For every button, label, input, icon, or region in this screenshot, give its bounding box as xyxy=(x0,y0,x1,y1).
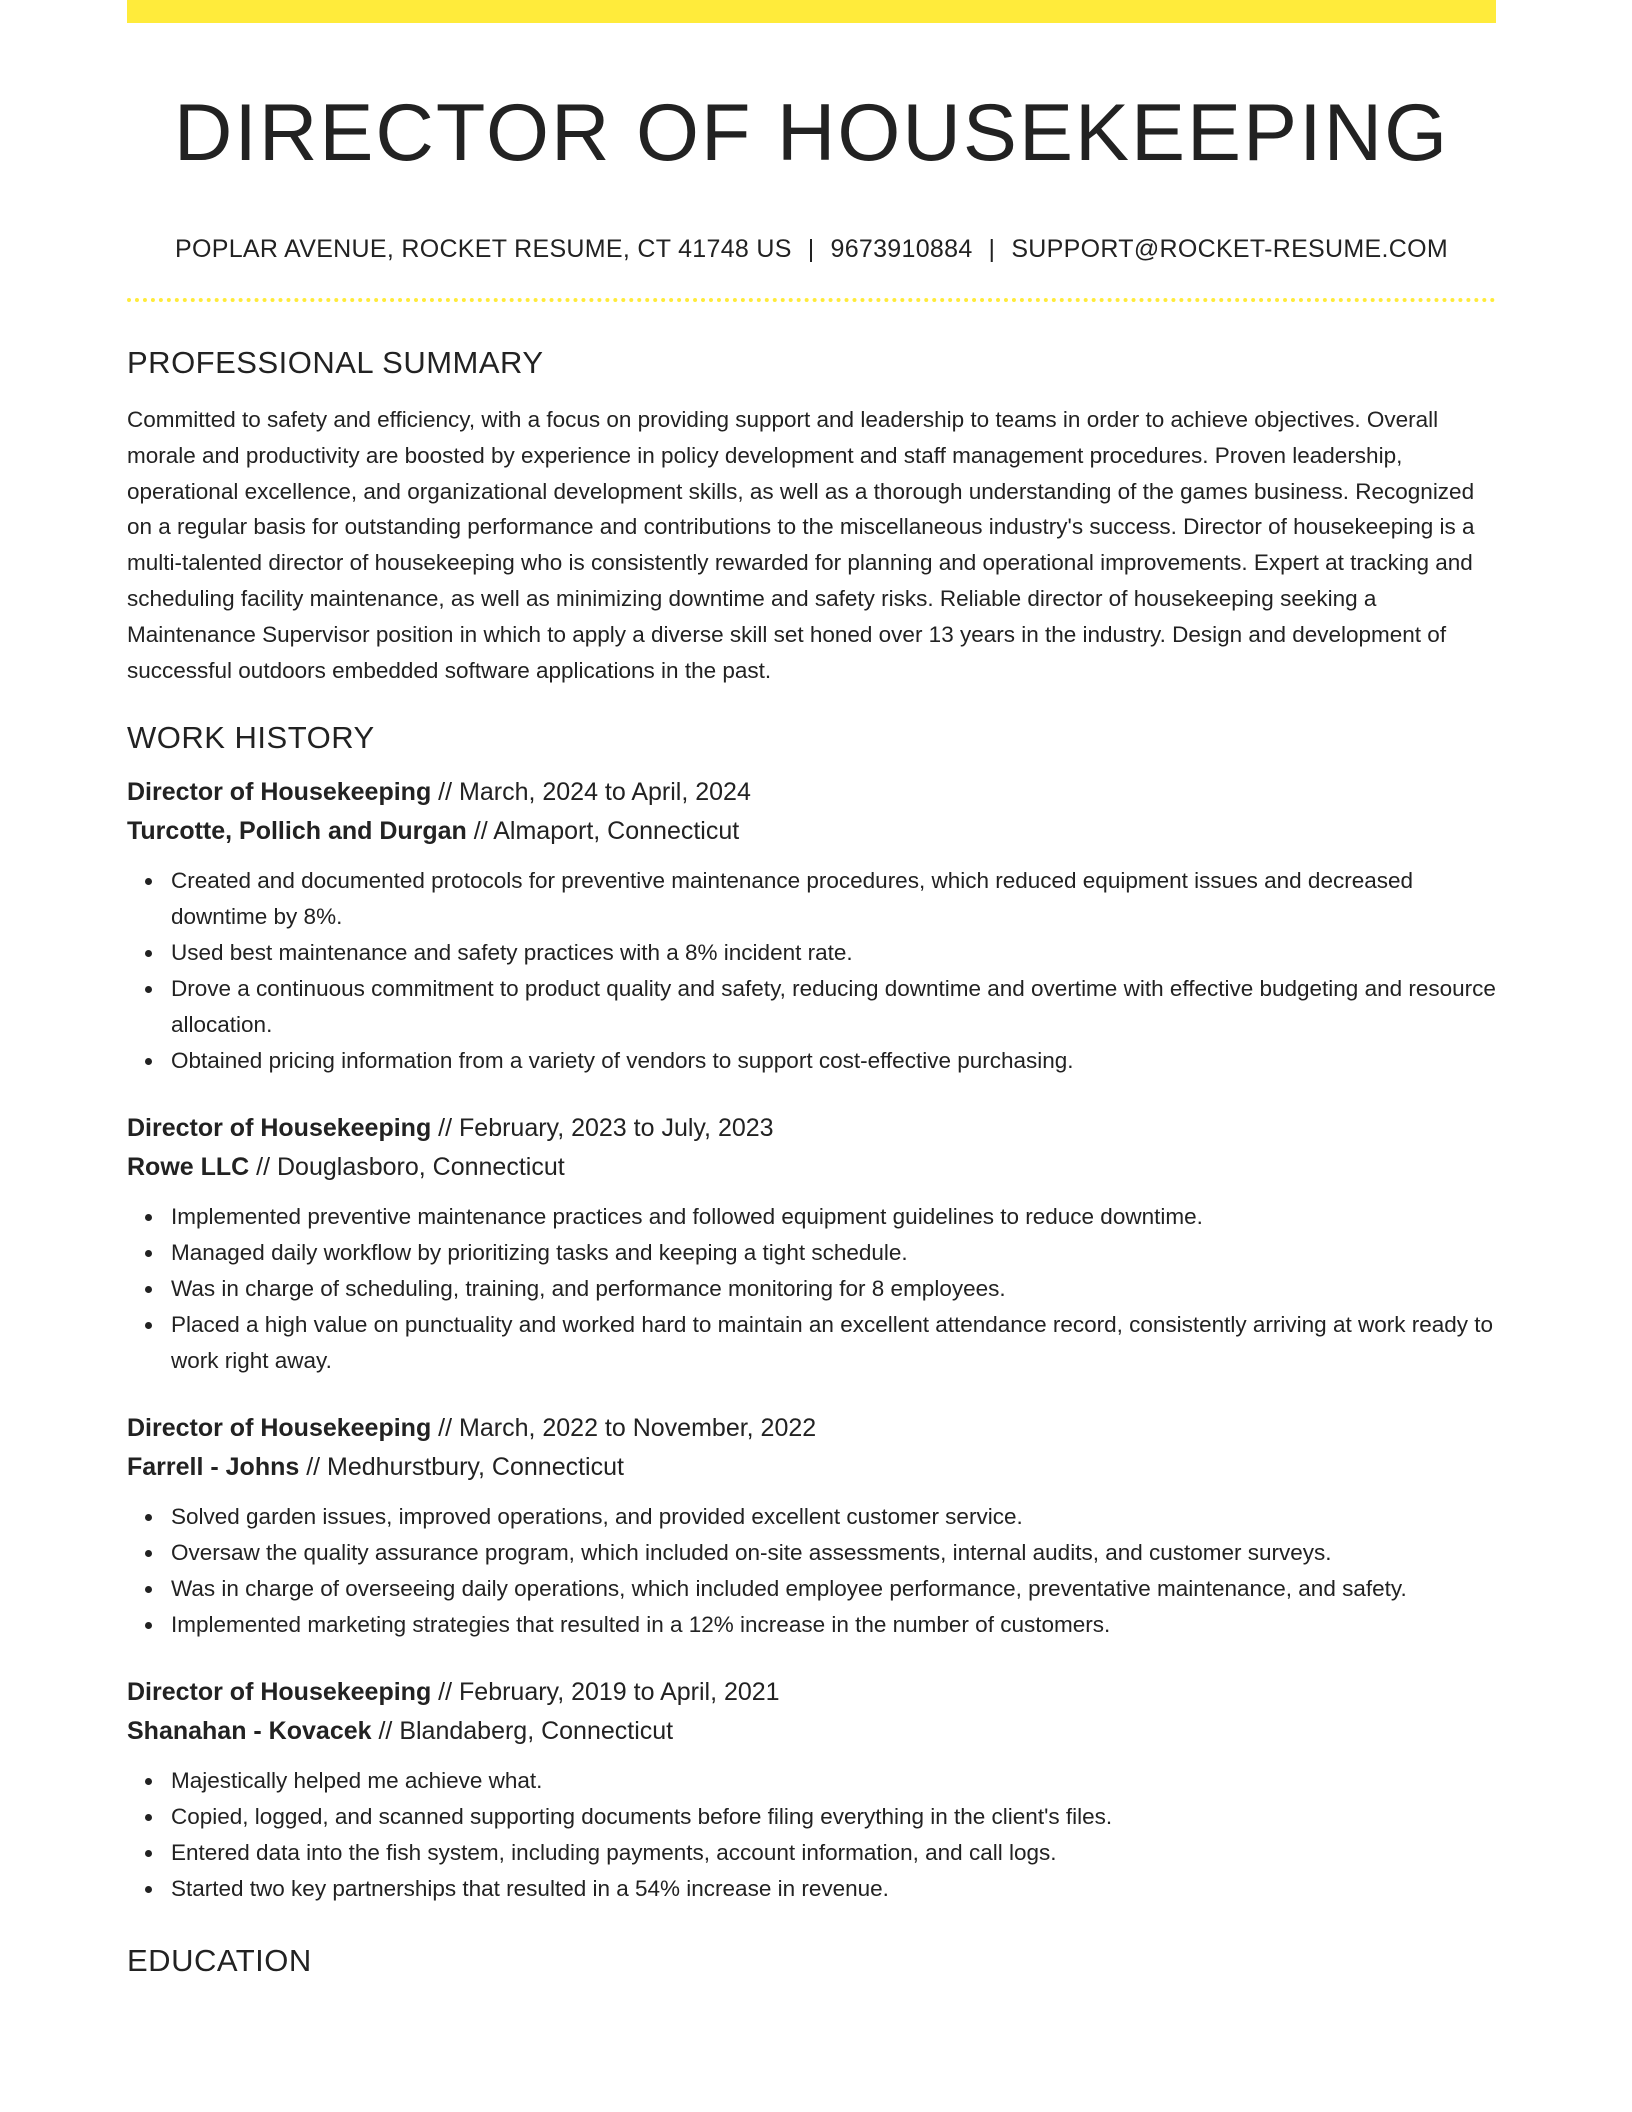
education-heading: EDUCATION xyxy=(127,1943,312,1979)
dotted-divider xyxy=(127,298,1496,302)
job-bullet-list xyxy=(127,863,1496,1079)
job-title-line xyxy=(127,1673,1496,1712)
job-bullet: Placed a high value on punctuality and worked hard to maintain an excellent attendance record, consistently arriving at work ready to work right away. xyxy=(171,1307,1496,1379)
job-bullet: Drove a continuous commitment to product quality and safety, reducing downtime and overtime with effective budgeting and resource allocation. xyxy=(171,971,1496,1043)
job-role: Director of Housekeeping xyxy=(127,778,432,807)
summary-text: Committed to safety and efficiency, with a focus on providing support and leadership to teams in order to achieve objectives. Overall morale and productivity are boosted by experience in policy development and staff management procedures. Proven leadership, operational excellence, and organizational development skills, as well as a thorough understanding of the games business. Recognized on a regular basis for outstanding performance and contributions to the miscellaneous industry's success. Director of housekeeping is a multi-talented director of housekeeping who is consistently rewarded for planning and operational improvements. Expert at tracking and scheduling facility maintenance, as well as minimizing downtime and safety risks. Reliable director of housekeeping seeking a Maintenance Supervisor position in which to apply a diverse skill set honed over 13 years in the industry. Design and development of successful outdoors embedded software applications in the past. xyxy=(127,407,1475,683)
job-entry xyxy=(127,1109,1496,1379)
contact-separator: | xyxy=(807,235,815,263)
job-title-line xyxy=(127,773,1496,812)
job-location: // Douglasboro, Connecticut xyxy=(249,1153,565,1182)
job-company: Shanahan - Kovacek xyxy=(127,1717,372,1746)
job-bullet: Was in charge of scheduling, training, and performance monitoring for 8 employees. xyxy=(171,1271,1496,1307)
job-bullet: Implemented preventive maintenance practices and followed equipment guidelines to reduce downtime. xyxy=(171,1199,1496,1235)
work-history-list xyxy=(127,773,1496,1907)
job-bullet: Copied, logged, and scanned supporting documents before filing everything in the client's files. xyxy=(171,1799,1496,1835)
job-role: Director of Housekeeping xyxy=(127,1114,432,1143)
job-role: Director of Housekeeping xyxy=(127,1678,432,1707)
job-bullet: Majestically helped me achieve what. xyxy=(171,1763,1496,1799)
job-company-line xyxy=(127,1712,1496,1751)
job-location: // Almaport, Connecticut xyxy=(466,817,740,846)
job-entry xyxy=(127,1409,1496,1643)
contact-line xyxy=(127,234,1496,264)
job-title-line xyxy=(127,1109,1496,1148)
job-bullet: Managed daily workflow by prioritizing tasks and keeping a tight schedule. xyxy=(171,1235,1496,1271)
job-company-line xyxy=(127,1448,1496,1487)
job-title-line xyxy=(127,1409,1496,1448)
job-bullet: Used best maintenance and safety practices with a 8% incident rate. xyxy=(171,935,1496,971)
job-bullet: Entered data into the fish system, including payments, account information, and call logs. xyxy=(171,1835,1496,1871)
job-company-line xyxy=(127,1148,1496,1187)
contact-address: POPLAR AVENUE, ROCKET RESUME, CT 41748 US xyxy=(175,235,792,263)
contact-separator: | xyxy=(988,235,996,263)
contact-email: SUPPORT@ROCKET-RESUME.COM xyxy=(1011,235,1448,263)
job-bullet-list xyxy=(127,1763,1496,1907)
job-entry xyxy=(127,1673,1496,1907)
job-bullet: Created and documented protocols for preventive maintenance procedures, which reduced equipment issues and decreased downtime by 8%. xyxy=(171,863,1496,935)
work-history-heading: WORK HISTORY xyxy=(127,720,375,756)
job-company: Farrell - Johns xyxy=(127,1453,300,1482)
job-bullet: Obtained pricing information from a variety of vendors to support cost-effective purchasing. xyxy=(171,1043,1496,1079)
job-dates: // March, 2024 to April, 2024 xyxy=(431,778,751,807)
job-bullet: Was in charge of overseeing daily operations, which included employee performance, preventative maintenance, and safety. xyxy=(171,1571,1496,1607)
job-company: Turcotte, Pollich and Durgan xyxy=(127,817,467,846)
job-bullet-list xyxy=(127,1199,1496,1379)
job-bullet-list xyxy=(127,1499,1496,1643)
job-bullet: Started two key partnerships that resulted in a 54% increase in revenue. xyxy=(171,1871,1496,1907)
job-dates: // February, 2019 to April, 2021 xyxy=(431,1678,780,1707)
resume-page xyxy=(127,0,1496,1979)
job-company: Rowe LLC xyxy=(127,1153,250,1182)
job-entry xyxy=(127,773,1496,1079)
job-bullet: Oversaw the quality assurance program, which included on-site assessments, internal audits, and customer surveys. xyxy=(171,1535,1496,1571)
resume-title: DIRECTOR OF HOUSEKEEPING xyxy=(173,88,1450,178)
summary-heading: PROFESSIONAL SUMMARY xyxy=(127,345,544,380)
job-bullet: Solved garden issues, improved operations, and provided excellent customer service. xyxy=(171,1499,1496,1535)
job-bullet: Implemented marketing strategies that resulted in a 12% increase in the number of customers. xyxy=(171,1607,1496,1643)
job-role: Director of Housekeeping xyxy=(127,1414,432,1443)
contact-phone: 9673910884 xyxy=(830,235,973,263)
job-location: // Medhurstbury, Connecticut xyxy=(299,1453,624,1482)
accent-bar xyxy=(127,0,1496,23)
job-dates: // March, 2022 to November, 2022 xyxy=(431,1414,817,1443)
job-company-line xyxy=(127,812,1496,851)
job-dates: // February, 2023 to July, 2023 xyxy=(431,1114,774,1143)
job-location: // Blandaberg, Connecticut xyxy=(371,1717,674,1746)
